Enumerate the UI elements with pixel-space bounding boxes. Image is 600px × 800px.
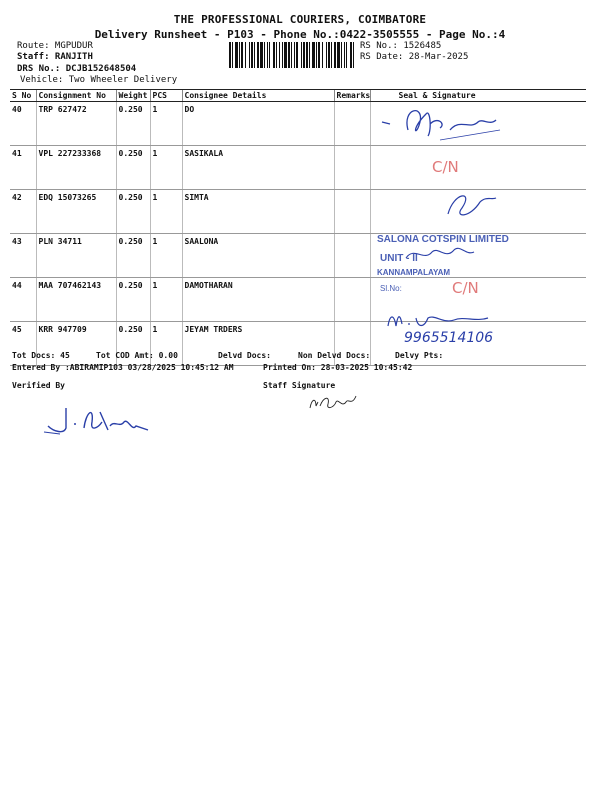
col-header-weight: Weight <box>116 90 150 102</box>
table-row <box>10 278 586 322</box>
row-seal-signature <box>370 146 586 190</box>
stamp-slno-line: Sl.No: <box>380 284 402 293</box>
table-row <box>10 146 586 190</box>
handwritten-cn-row-44: C/N <box>452 279 479 297</box>
row-weight: 0.250 <box>116 146 150 190</box>
row-sno: 41 <box>10 146 36 190</box>
row-consignment-no: EDQ 15073265 <box>36 190 116 234</box>
document-title: THE PROFESSIONAL COURIERS, COIMBATORE <box>173 13 427 26</box>
rs-number: RS No.: 1526485 <box>360 41 442 51</box>
row-sno: 42 <box>10 190 36 234</box>
rs-date: RS Date: 28-Mar-2025 <box>360 52 469 62</box>
verified-by-label: Verified By <box>12 381 65 390</box>
document-subtitle: Delivery Runsheet - P103 - Phone No.:0422-3505555 - Page No.:4 <box>94 28 506 41</box>
row-remarks <box>334 146 370 190</box>
printed-on: Printed On: 28-03-2025 10:45:42 <box>263 363 413 372</box>
delivered-docs: Delvd Docs: <box>218 351 271 360</box>
row-consignee: SIMTA <box>182 190 334 234</box>
route-label: Route: MGPUDUR <box>17 41 93 51</box>
row-weight: 0.250 <box>116 278 150 322</box>
row-pcs: 1 <box>150 146 182 190</box>
delivery-points: Delvy Pts: <box>395 351 444 360</box>
row-remarks <box>334 102 370 146</box>
barcode-image <box>229 42 355 68</box>
signature-row-45 <box>384 310 494 332</box>
signature-row-43 <box>400 240 480 266</box>
staff-signature-image <box>306 390 362 414</box>
col-header-consignment: Consignment No <box>36 90 116 102</box>
row-consignee: SAALONA <box>182 234 334 278</box>
row-consignee: SASIKALA <box>182 146 334 190</box>
col-header-remarks: Remarks <box>334 90 370 102</box>
row-consignee: DAMOTHARAN <box>182 278 334 322</box>
col-header-pcs: PCS <box>150 90 182 102</box>
col-header-sno: S No <box>10 90 36 102</box>
row-consignee: JEYAM TRDERS <box>182 322 334 366</box>
handwritten-phone: 9965514106 <box>404 330 494 346</box>
row-consignment-no: PLN 34711 <box>36 234 116 278</box>
row-consignment-no: MAA 707462143 <box>36 278 116 322</box>
total-docs: Tot Docs: 45 <box>12 351 70 360</box>
row-remarks <box>334 190 370 234</box>
row-weight: 0.250 <box>116 234 150 278</box>
row-pcs: 1 <box>150 278 182 322</box>
row-pcs: 1 <box>150 234 182 278</box>
row-consignment-no: TRP 627472 <box>36 102 116 146</box>
row-sno: 44 <box>10 278 36 322</box>
drs-number: DRS No.: DCJB152648504 <box>17 64 137 74</box>
staff-signature-label: Staff Signature <box>263 381 336 390</box>
row-sno: 40 <box>10 102 36 146</box>
verified-by-signature <box>40 402 160 438</box>
col-header-consignee: Consignee Details <box>182 90 334 102</box>
signature-row-42 <box>440 188 500 222</box>
row-remarks <box>334 278 370 322</box>
total-cod-amount: Tot COD Amt: 0.00 <box>96 351 178 360</box>
signature-row-40 <box>380 100 520 146</box>
stamp-place-line: KANNAMPALAYAM <box>377 268 451 277</box>
row-pcs: 1 <box>150 102 182 146</box>
stamp-unit-line: UNIT - II <box>380 253 418 264</box>
staff-label: Staff: RANJITH <box>17 52 93 62</box>
row-pcs: 1 <box>150 190 182 234</box>
entered-by: Entered By :ABIRAMIP103 03/28/2025 10:45:12 AM <box>12 363 234 372</box>
row-remarks <box>334 234 370 278</box>
vehicle-label: Vehicle: Two Wheeler Delivery <box>20 75 178 85</box>
row-sno: 43 <box>10 234 36 278</box>
non-delivered-docs: Non Delvd Docs: <box>298 351 371 360</box>
row-weight: 0.250 <box>116 322 150 366</box>
stamp-company-line: SALONA COTSPIN LIMITED <box>377 234 509 245</box>
row-weight: 0.250 <box>116 190 150 234</box>
row-consignment-no: VPL 227233368 <box>36 146 116 190</box>
row-pcs: 1 <box>150 322 182 366</box>
row-consignee: DO <box>182 102 334 146</box>
row-sno: 45 <box>10 322 36 366</box>
col-header-seal-signature: Seal & Signature <box>370 90 586 102</box>
row-weight: 0.250 <box>116 102 150 146</box>
handwritten-cn-row-41: C/N <box>432 158 459 176</box>
row-consignment-no: KRR 947709 <box>36 322 116 366</box>
